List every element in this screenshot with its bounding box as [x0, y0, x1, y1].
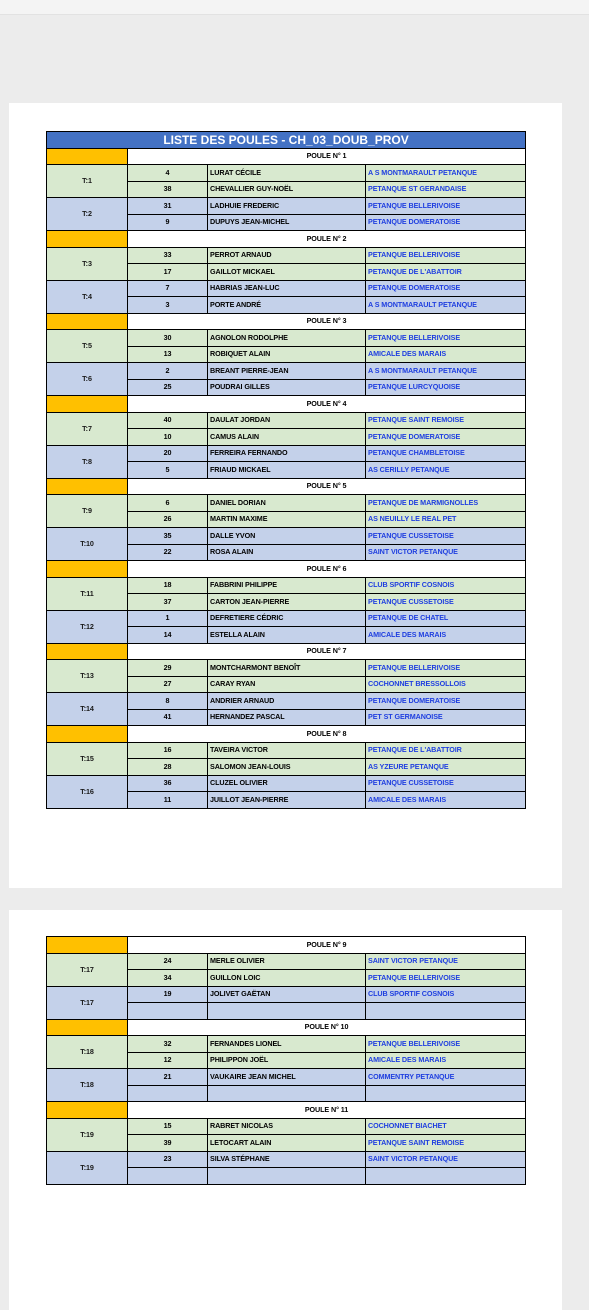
- player-name: CAMUS ALAIN: [208, 429, 366, 446]
- player-number: 21: [128, 1069, 208, 1086]
- player-number: 12: [128, 1052, 208, 1069]
- player-club: PETANQUE DOMERATOISE: [366, 429, 526, 446]
- player-row: [47, 1036, 526, 1053]
- poule-header-row: [47, 396, 526, 413]
- player-name: LADHUIE FREDERIC: [208, 198, 366, 215]
- poule-header-row: [47, 478, 526, 495]
- player-number: 41: [128, 709, 208, 726]
- poule-header-row: [47, 313, 526, 330]
- poule-label: POULE N° 6: [128, 561, 526, 578]
- player-number: 33: [128, 247, 208, 264]
- poule-marker: [47, 937, 128, 954]
- player-name: CARAY RYAN: [208, 676, 366, 693]
- document-page-2: [9, 910, 562, 1310]
- player-club: PETANQUE DOMERATOISE: [366, 693, 526, 710]
- poule-header-row: [47, 937, 526, 954]
- player-number: 17: [128, 264, 208, 281]
- player-number: 4: [128, 165, 208, 182]
- player-number: [128, 1168, 208, 1185]
- player-number: 15: [128, 1118, 208, 1135]
- player-name: FABBRINI PHILIPPE: [208, 577, 366, 594]
- poule-marker: [47, 726, 128, 743]
- poule-label: POULE N° 5: [128, 478, 526, 495]
- player-row: [47, 528, 526, 545]
- player-number: 5: [128, 462, 208, 479]
- player-row: [47, 953, 526, 970]
- poule-label: POULE N° 9: [128, 937, 526, 954]
- player-club: PETANQUE BELLERIVOISE: [366, 330, 526, 347]
- player-club: PETANQUE DOMERATOISE: [366, 214, 526, 231]
- player-club: PETANQUE BELLERIVOISE: [366, 247, 526, 264]
- team-id: T:10: [47, 528, 128, 561]
- player-number: 26: [128, 511, 208, 528]
- player-name: CHEVALLIER GUY-NOËL: [208, 181, 366, 198]
- player-name: FERNANDES LIONEL: [208, 1036, 366, 1053]
- player-row: [47, 775, 526, 792]
- player-name: HABRIAS JEAN-LUC: [208, 280, 366, 297]
- team-id: T:19: [47, 1151, 128, 1184]
- player-club: AS NEUILLY LE REAL PET: [366, 511, 526, 528]
- player-row: [47, 693, 526, 710]
- player-name: CLUZEL OLIVIER: [208, 775, 366, 792]
- team-id: T:17: [47, 953, 128, 986]
- player-name: MONTCHARMONT BENOÎT: [208, 660, 366, 677]
- player-name: PHILIPPON JOËL: [208, 1052, 366, 1069]
- player-club: PETANQUE ST GERANDAISE: [366, 181, 526, 198]
- player-number: 11: [128, 792, 208, 809]
- team-id: T:3: [47, 247, 128, 280]
- player-club: PETANQUE SAINT REMOISE: [366, 1135, 526, 1152]
- team-id: T:6: [47, 363, 128, 396]
- player-club: PETANQUE BELLERIVOISE: [366, 970, 526, 987]
- player-club: PETANQUE DE L'ABATTOIR: [366, 264, 526, 281]
- player-name: ROSA ALAIN: [208, 544, 366, 561]
- player-number: 1: [128, 610, 208, 627]
- player-club: SAINT VICTOR PETANQUE: [366, 544, 526, 561]
- player-number: 32: [128, 1036, 208, 1053]
- team-id: T:12: [47, 610, 128, 643]
- player-club: PETANQUE CUSSETOISE: [366, 775, 526, 792]
- player-number: [128, 1003, 208, 1020]
- player-name: DAULAT JORDAN: [208, 412, 366, 429]
- player-row: [47, 1151, 526, 1168]
- player-number: 16: [128, 742, 208, 759]
- player-name: LETOCART ALAIN: [208, 1135, 366, 1152]
- player-name: DALLE YVON: [208, 528, 366, 545]
- player-row: [47, 577, 526, 594]
- player-club: PETANQUE DE CHATEL: [366, 610, 526, 627]
- player-name: [208, 1085, 366, 1102]
- player-name: VAUKAIRE JEAN MICHEL: [208, 1069, 366, 1086]
- poule-marker: [47, 643, 128, 660]
- player-number: 28: [128, 759, 208, 776]
- player-name: FERREIRA FERNANDO: [208, 445, 366, 462]
- player-name: GAILLOT MICKAEL: [208, 264, 366, 281]
- poule-label: POULE N° 11: [128, 1102, 526, 1119]
- team-id: T:18: [47, 1069, 128, 1102]
- player-club: AS CERILLY PETANQUE: [366, 462, 526, 479]
- player-club: AS YZEURE PETANQUE: [366, 759, 526, 776]
- player-number: 22: [128, 544, 208, 561]
- player-name: SILVA STÉPHANE: [208, 1151, 366, 1168]
- player-club: PETANQUE BELLERIVOISE: [366, 198, 526, 215]
- player-name: JUILLOT JEAN-PIERRE: [208, 792, 366, 809]
- player-name: DEFRETIERE CÉDRIC: [208, 610, 366, 627]
- poule-marker: [47, 1102, 128, 1119]
- team-id: T:13: [47, 660, 128, 693]
- player-club: PETANQUE CUSSETOISE: [366, 528, 526, 545]
- player-club: A S MONTMARAULT PETANQUE: [366, 363, 526, 380]
- player-club: AMICALE DES MARAIS: [366, 627, 526, 644]
- player-row: [47, 330, 526, 347]
- player-name: GUILLON LOIC: [208, 970, 366, 987]
- player-number: 13: [128, 346, 208, 363]
- player-name: DUPUYS JEAN-MICHEL: [208, 214, 366, 231]
- player-number: 36: [128, 775, 208, 792]
- team-id: T:7: [47, 412, 128, 445]
- player-club: COCHONNET BIACHET: [366, 1118, 526, 1135]
- player-number: 6: [128, 495, 208, 512]
- player-club: [366, 1085, 526, 1102]
- player-club: SAINT VICTOR PETANQUE: [366, 1151, 526, 1168]
- player-number: 18: [128, 577, 208, 594]
- player-row: [47, 1118, 526, 1135]
- player-number: 30: [128, 330, 208, 347]
- player-club: A S MONTMARAULT PETANQUE: [366, 297, 526, 314]
- top-bar: [0, 0, 589, 15]
- page-title: LISTE DES POULES - CH_03_DOUB_PROV: [47, 132, 526, 149]
- poule-marker: [47, 396, 128, 413]
- player-row: [47, 495, 526, 512]
- document-page-1: [9, 103, 562, 888]
- player-row: [47, 412, 526, 429]
- team-id: T:1: [47, 165, 128, 198]
- player-number: 19: [128, 986, 208, 1003]
- player-number: 7: [128, 280, 208, 297]
- player-row: [47, 660, 526, 677]
- poule-header-row: [47, 643, 526, 660]
- team-id: T:15: [47, 742, 128, 775]
- player-name: MARTIN MAXIME: [208, 511, 366, 528]
- player-club: CLUB SPORTIF COSNOIS: [366, 986, 526, 1003]
- player-name: CARTON JEAN-PIERRE: [208, 594, 366, 611]
- player-club: PETANQUE DE L'ABATTOIR: [366, 742, 526, 759]
- player-club: PETANQUE CHAMBLETOISE: [366, 445, 526, 462]
- player-club: CLUB SPORTIF COSNOIS: [366, 577, 526, 594]
- player-number: 20: [128, 445, 208, 462]
- player-name: [208, 1168, 366, 1185]
- team-id: T:17: [47, 986, 128, 1019]
- player-club: SAINT VICTOR PETANQUE: [366, 953, 526, 970]
- player-club: PETANQUE BELLERIVOISE: [366, 660, 526, 677]
- player-name: FRIAUD MICKAEL: [208, 462, 366, 479]
- player-number: 9: [128, 214, 208, 231]
- player-number: 37: [128, 594, 208, 611]
- team-id: T:19: [47, 1118, 128, 1151]
- poule-marker: [47, 1019, 128, 1036]
- player-club: AMICALE DES MARAIS: [366, 1052, 526, 1069]
- team-id: T:5: [47, 330, 128, 363]
- team-id: T:16: [47, 775, 128, 808]
- player-club: PET ST GERMANOISE: [366, 709, 526, 726]
- player-club: A S MONTMARAULT PETANQUE: [366, 165, 526, 182]
- player-number: 39: [128, 1135, 208, 1152]
- player-name: DANIEL DORIAN: [208, 495, 366, 512]
- player-name: HERNANDEZ PASCAL: [208, 709, 366, 726]
- player-name: ESTELLA ALAIN: [208, 627, 366, 644]
- player-name: JOLIVET GAËTAN: [208, 986, 366, 1003]
- poule-marker: [47, 148, 128, 165]
- poule-header-row: [47, 148, 526, 165]
- player-number: 2: [128, 363, 208, 380]
- player-row: [47, 280, 526, 297]
- player-club: PETANQUE CUSSETOISE: [366, 594, 526, 611]
- team-id: T:11: [47, 577, 128, 610]
- player-name: PERROT ARNAUD: [208, 247, 366, 264]
- player-number: 10: [128, 429, 208, 446]
- player-row: [47, 363, 526, 380]
- player-number: 8: [128, 693, 208, 710]
- player-club: COCHONNET BRESSOLLOIS: [366, 676, 526, 693]
- player-number: 14: [128, 627, 208, 644]
- player-club: PETANQUE LURCYQUOISE: [366, 379, 526, 396]
- player-name: AGNOLON RODOLPHE: [208, 330, 366, 347]
- player-club: AMICALE DES MARAIS: [366, 792, 526, 809]
- poule-label: POULE N° 3: [128, 313, 526, 330]
- player-club: [366, 1003, 526, 1020]
- poules-table: [46, 131, 526, 809]
- player-row: [47, 610, 526, 627]
- player-number: 40: [128, 412, 208, 429]
- poule-header-row: [47, 1019, 526, 1036]
- player-number: 3: [128, 297, 208, 314]
- player-row: [47, 986, 526, 1003]
- player-number: 31: [128, 198, 208, 215]
- player-club: COMMENTRY PETANQUE: [366, 1069, 526, 1086]
- team-id: T:8: [47, 445, 128, 478]
- player-number: 27: [128, 676, 208, 693]
- player-row: [47, 198, 526, 215]
- player-club: AMICALE DES MARAIS: [366, 346, 526, 363]
- poule-header-row: [47, 561, 526, 578]
- player-name: POUDRAI GILLES: [208, 379, 366, 396]
- player-name: ANDRIER ARNAUD: [208, 693, 366, 710]
- player-club: PETANQUE DE MARMIGNOLLES: [366, 495, 526, 512]
- poule-label: POULE N° 7: [128, 643, 526, 660]
- title-row: [47, 132, 526, 149]
- team-id: T:14: [47, 693, 128, 726]
- player-name: TAVEIRA VICTOR: [208, 742, 366, 759]
- player-club: PETANQUE SAINT REMOISE: [366, 412, 526, 429]
- poule-marker: [47, 313, 128, 330]
- player-row: [47, 445, 526, 462]
- player-name: MERLE OLIVIER: [208, 953, 366, 970]
- poule-label: POULE N° 10: [128, 1019, 526, 1036]
- poule-header-row: [47, 726, 526, 743]
- player-number: 24: [128, 953, 208, 970]
- player-name: LURAT CÉCILE: [208, 165, 366, 182]
- player-club: PETANQUE DOMERATOISE: [366, 280, 526, 297]
- player-number: 35: [128, 528, 208, 545]
- poule-label: POULE N° 1: [128, 148, 526, 165]
- team-id: T:18: [47, 1036, 128, 1069]
- player-row: [47, 247, 526, 264]
- player-name: PORTE ANDRÉ: [208, 297, 366, 314]
- poules-table: [46, 936, 526, 1185]
- player-number: 38: [128, 181, 208, 198]
- poule-header-row: [47, 231, 526, 248]
- player-name: BREANT PIERRE-JEAN: [208, 363, 366, 380]
- poule-label: POULE N° 8: [128, 726, 526, 743]
- team-id: T:4: [47, 280, 128, 313]
- player-name: SALOMON JEAN-LOUIS: [208, 759, 366, 776]
- player-row: [47, 1069, 526, 1086]
- poule-label: POULE N° 4: [128, 396, 526, 413]
- poule-marker: [47, 561, 128, 578]
- player-name: RABRET NICOLAS: [208, 1118, 366, 1135]
- player-name: ROBIQUET ALAIN: [208, 346, 366, 363]
- player-number: 25: [128, 379, 208, 396]
- player-name: [208, 1003, 366, 1020]
- player-row: [47, 165, 526, 182]
- team-id: T:9: [47, 495, 128, 528]
- player-number: [128, 1085, 208, 1102]
- poule-label: POULE N° 2: [128, 231, 526, 248]
- player-club: PETANQUE BELLERIVOISE: [366, 1036, 526, 1053]
- player-number: 34: [128, 970, 208, 987]
- player-number: 29: [128, 660, 208, 677]
- poule-header-row: [47, 1102, 526, 1119]
- player-row: [47, 742, 526, 759]
- poule-marker: [47, 231, 128, 248]
- poule-marker: [47, 478, 128, 495]
- team-id: T:2: [47, 198, 128, 231]
- player-number: 23: [128, 1151, 208, 1168]
- player-club: [366, 1168, 526, 1185]
